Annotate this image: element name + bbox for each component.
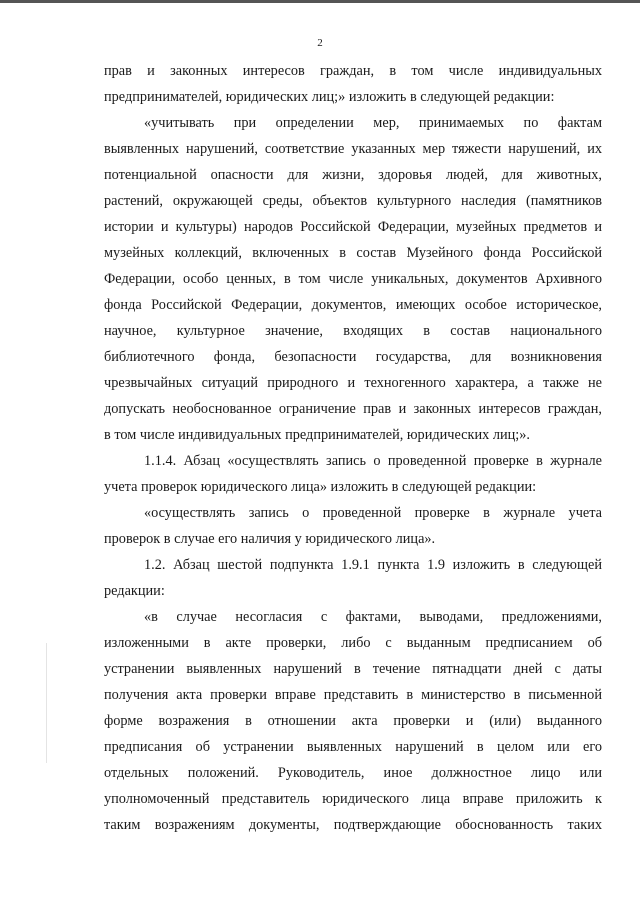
text-line: проверок в случае его наличия у юридического лица». bbox=[104, 531, 436, 547]
paragraph-continuation bbox=[104, 58, 602, 110]
document-body bbox=[104, 58, 602, 838]
text-line: таким возражениям документы, подтверждающие обоснованность таких bbox=[104, 817, 602, 833]
text-line: истории и культуры) народов Российской Федерации, музейных предметов и bbox=[104, 219, 602, 235]
text-line: «осуществлять запись о проведенной проверке в журнале учета bbox=[144, 505, 602, 521]
text-line: «учитывать при определении мер, принимаемых по фактам bbox=[144, 115, 602, 131]
text-line: растений, окружающей среды, объектов культурного наследия (памятников bbox=[104, 193, 602, 209]
text-line: «в случае несогласия с фактами, выводами, предложениями, bbox=[144, 609, 602, 625]
scan-margin-mark bbox=[46, 643, 47, 763]
text-line: фонда Российской Федерации, документов, имеющих особое историческое, bbox=[104, 297, 602, 313]
text-line: чрезвычайных ситуаций природного и техногенного характера, а также не bbox=[104, 375, 602, 391]
text-line: 1.1.4. Абзац «осуществлять запись о проведенной проверке в журнале bbox=[144, 453, 602, 469]
text-line: допускать необоснованное ограничение прав и законных интересов граждан, bbox=[104, 401, 602, 417]
text-line: предписания об устранении выявленных нарушений в целом или его bbox=[104, 739, 602, 755]
page-number: 2 bbox=[317, 37, 323, 49]
paragraph-item-1-1-4 bbox=[104, 448, 602, 500]
text-line: редакции: bbox=[104, 583, 165, 599]
text-line: учета проверок юридического лица» изложить в следующей редакции: bbox=[104, 479, 537, 495]
paragraph-quoted-wording bbox=[104, 604, 602, 838]
text-line: музейных коллекций, включенных в состав Музейного фонда Российской bbox=[104, 245, 602, 261]
text-line: Федерации, особо ценных, в том числе уникальных, документов Архивного bbox=[104, 271, 602, 287]
text-line: 1.2. Абзац шестой подпункта 1.9.1 пункта 1.9 изложить в следующей bbox=[144, 557, 602, 573]
paragraph-quoted-wording bbox=[104, 500, 602, 552]
paragraph-item-1-2 bbox=[104, 552, 602, 604]
text-line: получения акта проверки вправе представить в министерство в письменной bbox=[104, 687, 602, 703]
text-line: научное, культурное значение, входящих в состав национального bbox=[104, 323, 602, 339]
text-line: прав и законных интересов граждан, в том числе индивидуальных bbox=[104, 63, 602, 79]
text-line: устранении выявленных нарушений в течение пятнадцати дней с даты bbox=[104, 661, 602, 677]
text-line: потенциальной опасности для жизни, здоровья людей, для животных, bbox=[104, 167, 602, 183]
text-line: форме возражения в отношении акта проверки и (или) выданного bbox=[104, 713, 602, 729]
text-line: уполномоченный представитель юридического лица вправе приложить к bbox=[104, 791, 602, 807]
paragraph-quoted-wording bbox=[104, 110, 602, 448]
text-line: библиотечного фонда, безопасности государства, для возникновения bbox=[104, 349, 602, 365]
text-line: предпринимателей, юридических лиц;» изложить в следующей редакции: bbox=[104, 89, 555, 105]
text-line: изложенными в акте проверки, либо с выданным предписанием об bbox=[104, 635, 602, 651]
text-line: в том числе индивидуальных предпринимателей, юридических лиц;». bbox=[104, 427, 530, 443]
text-line: выявленных нарушений, соответствие указанных мер тяжести нарушений, их bbox=[104, 141, 602, 157]
text-line: отдельных положений. Руководитель, иное должностное лицо или bbox=[104, 765, 602, 781]
